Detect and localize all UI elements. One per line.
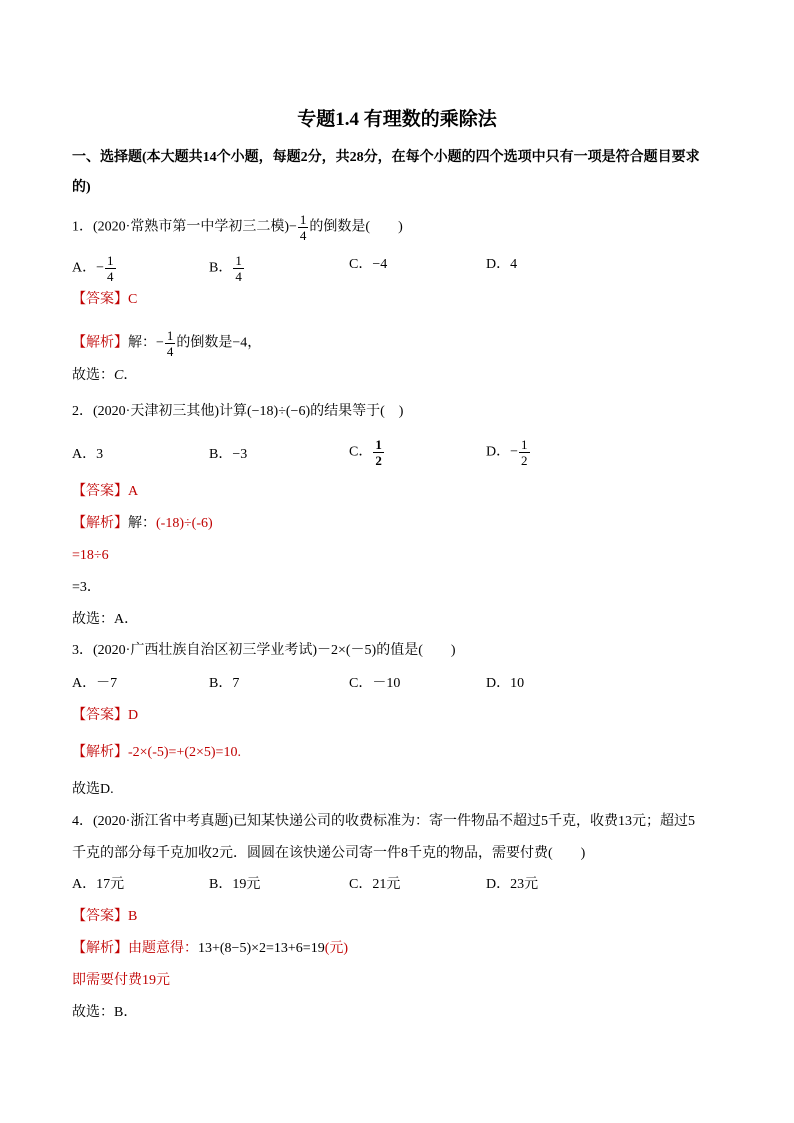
q1-analysis xyxy=(72,328,261,359)
q2-answer xyxy=(72,482,138,502)
q1-option-a-fraction xyxy=(105,253,116,284)
q1-choose xyxy=(72,366,137,386)
q2-option-b: B．−3 xyxy=(209,447,248,462)
q2-answer-value: A xyxy=(128,484,139,499)
q4-analysis-expression: 13+(8−5)×2=13+6=19 xyxy=(198,941,325,956)
q1-option-d: D．4 xyxy=(486,257,518,272)
q1-option-b-num: 1 xyxy=(235,253,242,268)
q4-analysis-pre: 由题意得： xyxy=(128,941,198,956)
question-3-stem: 3．(2020·广西壮族自治区初三学业考试)－2×(－5)的值是( ) xyxy=(72,643,456,658)
q1-stem-post: 的倒数是( ) xyxy=(309,219,403,235)
question-1-stem xyxy=(72,212,403,243)
q1-minus: − xyxy=(289,219,297,235)
question-4-stem-line2: 千克的部分每千克加收2元．圆圆在该快递公司寄一件8千克的物品，需要付费( ) xyxy=(72,846,586,861)
section-heading: 一、选择题(本大题共14个小题，每题2分，共28分，在每个小题的四个选项中只有一项是符合题目要求 xyxy=(72,150,700,165)
q1-option-a-num: 1 xyxy=(107,253,114,268)
page-title: 专题1.4 有理数的乘除法 xyxy=(297,109,497,130)
q4-option-b: B．19元 xyxy=(209,877,261,892)
q2-analysis-value: (-18)÷(-6) xyxy=(156,516,213,531)
q3-option-d: D．10 xyxy=(486,676,525,691)
q2-option-d-num: 1 xyxy=(521,437,528,452)
q1-frac-den: 4 xyxy=(299,228,307,243)
q1-choose-value: C xyxy=(114,368,124,383)
q4-answer-label: 【答案】 xyxy=(72,909,128,924)
q2-analysis-label: 【解析】 xyxy=(72,516,128,531)
q4-analysis xyxy=(72,939,348,959)
q4-option-d: D．23元 xyxy=(486,877,539,892)
q4-analysis-unit: (元) xyxy=(324,941,349,956)
q3-option-b: B．7 xyxy=(209,676,240,691)
section-heading-cont: 的) xyxy=(72,180,91,195)
q3-analysis xyxy=(72,743,241,763)
q2-option-d-den: 2 xyxy=(521,453,528,468)
q4-analysis-label: 【解析】 xyxy=(72,941,128,956)
q2-option-c-den: 2 xyxy=(375,453,382,468)
q1-fraction xyxy=(298,212,309,243)
q3-option-c: C．－10 xyxy=(349,676,401,691)
q1-analysis-num: 1 xyxy=(166,328,174,343)
question-2-stem: 2．(2020·天津初三其他)计算(−18)÷(−6)的结果等于( ) xyxy=(72,404,404,419)
q1-option-a xyxy=(72,253,117,284)
q3-option-a: A．－7 xyxy=(72,676,118,691)
q1-source: 1．(2020·常熟市第一中学初三二模) xyxy=(72,219,289,235)
q4-option-c: C．21元 xyxy=(349,877,401,892)
q2-choose: 故选：A． xyxy=(72,612,139,627)
q1-frac-num: 1 xyxy=(299,212,307,227)
q1-answer-label: 【答案】 xyxy=(72,292,128,307)
q1-option-b-den: 4 xyxy=(235,269,242,284)
q2-option-d xyxy=(486,437,531,468)
q3-choose: 故选D. xyxy=(72,782,114,797)
q3-answer-value: D xyxy=(128,708,139,723)
q3-answer xyxy=(72,706,138,726)
q2-option-a: A．3 xyxy=(72,447,104,462)
q2-analysis xyxy=(72,514,213,534)
q2-option-c-num: 1 xyxy=(375,437,382,452)
q1-option-b-label: B． xyxy=(209,260,233,276)
q1-choose-pre: 故选： xyxy=(72,368,114,383)
q1-choose-post: ． xyxy=(123,368,138,383)
q2-answer-label: 【答案】 xyxy=(72,484,128,499)
q2-option-c xyxy=(349,437,385,468)
q1-analysis-label: 【解析】 xyxy=(72,335,128,351)
q1-analysis-fraction xyxy=(165,328,176,359)
q2-step-2: =3． xyxy=(72,580,101,595)
q2-option-d-label: D．− xyxy=(486,444,519,460)
q2-option-d-fraction xyxy=(519,437,530,468)
q3-analysis-label: 【解析】 xyxy=(72,745,128,760)
q1-answer-value: C xyxy=(128,292,138,307)
q3-answer-label: 【答案】 xyxy=(72,708,128,723)
q4-choose: 故选：B． xyxy=(72,1005,138,1020)
q1-answer xyxy=(72,290,137,310)
q1-option-a-label: A．− xyxy=(72,260,105,276)
q1-option-a-den: 4 xyxy=(107,269,114,284)
q2-step-1: =18÷6 xyxy=(72,548,109,563)
q1-analysis-post: 的倒数是−4， xyxy=(176,335,262,351)
q3-analysis-value: -2×(-5)=+(2×5)=10. xyxy=(128,745,241,760)
q2-option-c-label: C． xyxy=(349,444,373,460)
question-4-stem-line1: 4．(2020·浙江省中考真题)已知某快递公司的收费标准为：寄一件物品不超过5千克，收费13元；超过5 xyxy=(72,814,695,829)
q4-result: 即需要付费19元 xyxy=(72,973,170,988)
q1-option-c: C．−4 xyxy=(349,257,388,272)
q2-option-c-fraction xyxy=(373,437,384,468)
q1-analysis-pre: 解：− xyxy=(128,335,164,351)
q4-answer-value: B xyxy=(128,909,138,924)
q1-option-b-fraction xyxy=(233,253,244,284)
q1-option-b xyxy=(209,253,245,284)
q4-option-a: A．17元 xyxy=(72,877,125,892)
q4-answer xyxy=(72,907,137,927)
q2-analysis-pre: 解： xyxy=(128,516,156,531)
q1-analysis-den: 4 xyxy=(166,344,174,359)
